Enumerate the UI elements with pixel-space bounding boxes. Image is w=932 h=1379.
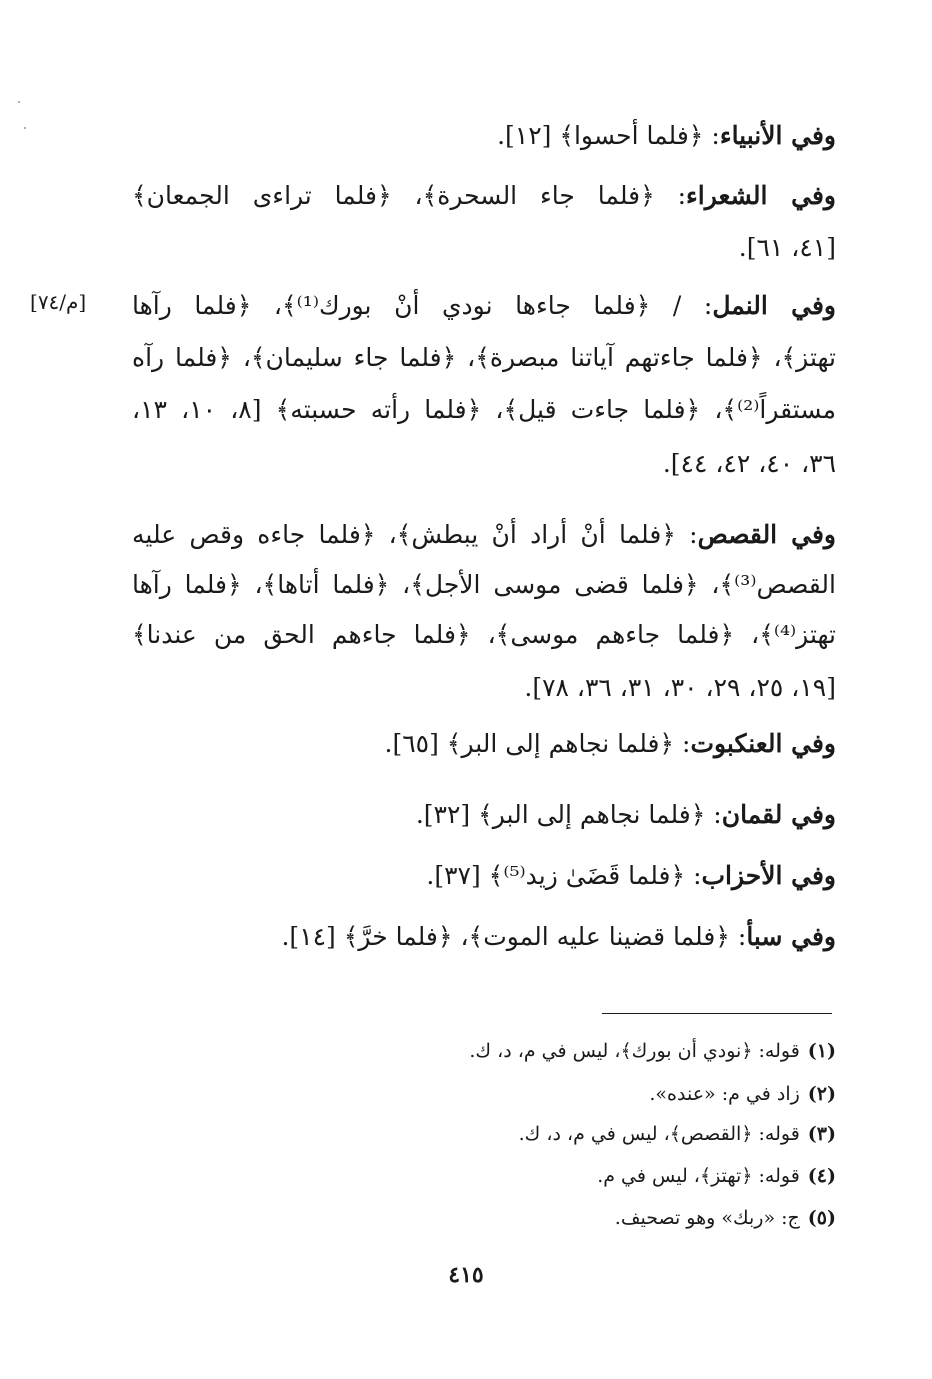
line-text: : / ﴿فلما جاءها نودي أنْ بورك⁽¹⁾﴾، ﴿فلما رآها	[132, 291, 713, 320]
footnote-4	[597, 1159, 836, 1193]
line-text: القصص⁽³⁾﴾، ﴿فلما قضى موسى الأجل﴾، ﴿فلما أتاها﴾، ﴿فلما رآها	[132, 570, 836, 599]
sura-label: وفي القصص	[697, 520, 836, 549]
body-line-5	[132, 330, 836, 385]
line-text: [٤١، ٦١].	[738, 233, 836, 262]
body-line-9	[132, 557, 836, 612]
body-line-10	[132, 607, 836, 662]
body-line-15	[281, 909, 836, 964]
sura-label: وفي العنكبوت	[690, 729, 836, 758]
footnote-number: (٢)	[807, 1083, 836, 1105]
scan-speck	[24, 127, 26, 129]
sura-label: وفي الأحزاب	[701, 861, 836, 890]
body-line-6	[132, 382, 836, 437]
line-text: : ﴿فلما نجاهم إلى البر﴾ [٣٢].	[415, 800, 722, 829]
footnote-number: (٣)	[807, 1123, 836, 1145]
line-text: ٣٦، ٤٠، ٤٢، ٤٤].	[662, 449, 836, 478]
footnote-text: ج: «ربك» وهو تصحيف.	[614, 1207, 800, 1229]
footnote-text: قوله: ﴿نودي أن بورك﴾، ليس في م، د، ك.	[469, 1040, 800, 1062]
line-text: : ﴿فلما قضينا عليه الموت﴾، ﴿فلما خرَّ﴾ [١٤].	[281, 922, 747, 951]
body-line-2	[132, 168, 836, 223]
body-line-1	[497, 108, 836, 163]
line-text: : ﴿فلما قَضَىٰ زيد⁽⁵⁾﴾ [٣٧].	[426, 861, 702, 890]
body-line-4	[132, 278, 836, 333]
line-text: [١٩، ٢٥، ٢٩، ٣٠، ٣١، ٣٦، ٧٨].	[524, 673, 836, 702]
line-text: : ﴿فلما جاء السحرة﴾، ﴿فلما تراءى الجمعان﴾	[132, 181, 687, 210]
body-line-11	[524, 660, 836, 715]
footnote-3	[519, 1117, 836, 1151]
line-text: تهتز﴾، ﴿فلما جاءتهم آياتنا مبصرة﴾، ﴿فلما جاء سليمان﴾، ﴿فلما رآه	[132, 343, 836, 372]
body-line-12	[385, 716, 836, 771]
body-line-13	[416, 787, 836, 842]
body-line-7	[663, 436, 836, 491]
footnote-separator	[602, 1013, 832, 1014]
line-text: : ﴿فلما أحسوا﴾ [١٢].	[497, 121, 720, 150]
footnote-number: (٤)	[807, 1165, 836, 1187]
footnote-text: قوله: ﴿القصص﴾، ليس في م، د، ك.	[518, 1123, 800, 1145]
footnote-number: (٥)	[807, 1207, 836, 1229]
body-line-3	[739, 220, 836, 275]
footnote-1	[469, 1034, 836, 1068]
margin-note: [م/٧٤]	[30, 290, 87, 314]
footnote-5	[615, 1201, 836, 1235]
footnote-2	[649, 1077, 836, 1111]
footnote-text: قوله: ﴿تهتز﴾، ليس في م.	[597, 1165, 800, 1187]
body-line-14	[426, 848, 836, 903]
body-line-8	[132, 507, 836, 562]
sura-label: وفي سبأ	[746, 922, 836, 951]
line-text: تهتز⁽⁴⁾﴾، ﴿فلما جاءهم موسى﴾، ﴿فلما جاءهم الحق من عندنا﴾	[132, 620, 836, 649]
line-text: : ﴿فلما أنْ أراد أنْ يبطش﴾، ﴿فلما جاءه وقص عليه	[132, 520, 698, 549]
footnote-text: زاد في م: «عنده».	[649, 1083, 800, 1105]
scan-speck	[18, 101, 20, 103]
footnote-number: (١)	[807, 1040, 836, 1062]
line-text: : ﴿فلما نجاهم إلى البر﴾ [٦٥].	[384, 729, 691, 758]
page-number: ٤١٥	[448, 1262, 484, 1288]
sura-label: وفي لقمان	[721, 800, 836, 829]
sura-label: وفي الأنبياء	[719, 121, 836, 150]
sura-label: وفي النمل	[712, 291, 837, 320]
line-text: مستقراً⁽²⁾﴾، ﴿فلما جاءت قيل﴾، ﴿فلما رأته حسبته﴾ [٨، ١٠، ١٣،	[132, 395, 837, 424]
sura-label: وفي الشعراء	[686, 181, 836, 210]
